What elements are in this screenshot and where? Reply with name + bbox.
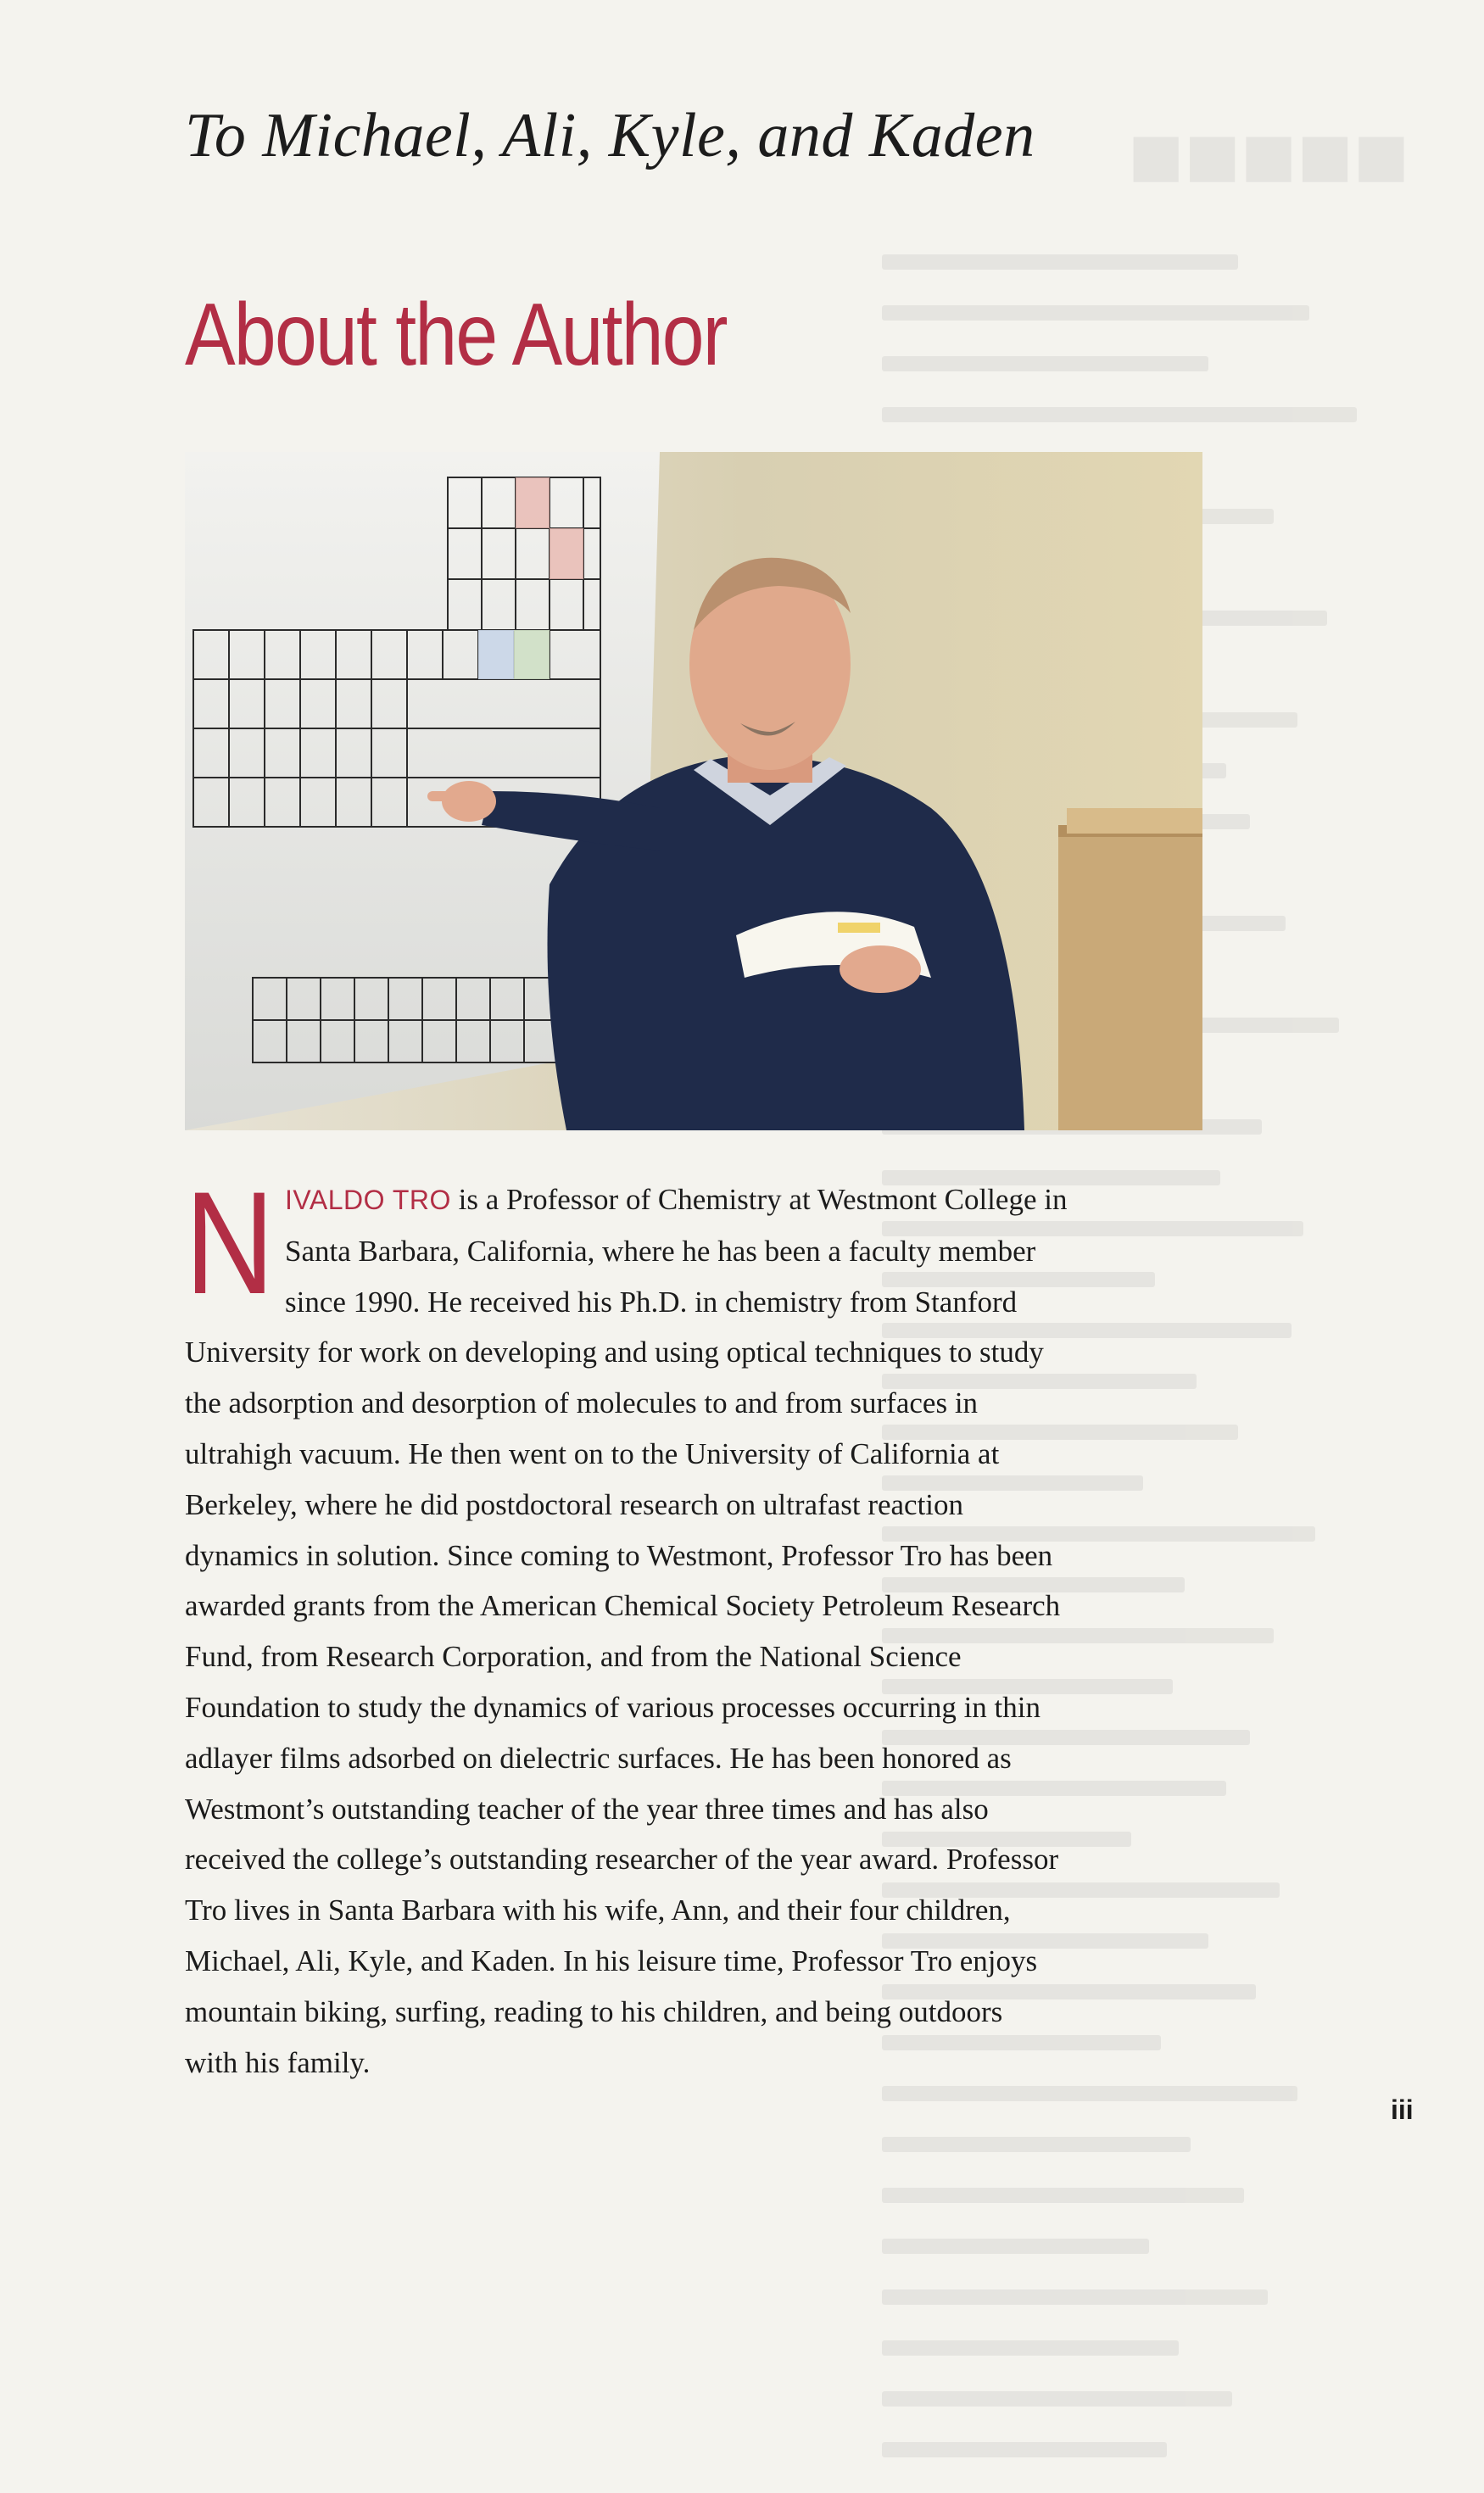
author-bio (185, 1162, 1202, 2088)
photo-icon (185, 452, 1202, 1130)
bio-line: mountain biking, surfing, reading to his children, and being outdoors (185, 1994, 1003, 2028)
bio-line: Berkeley, where he did postdoctoral research on ultrafast reaction (185, 1487, 964, 1521)
bio-line: ultrahigh vacuum. He then went on to the University of California at (185, 1436, 1000, 1470)
bio-line: Michael, Ali, Kyle, and Kaden. In his leisure time, Professor Tro enjoys (185, 1944, 1038, 1977)
bio-line: Fund, from Research Corporation, and from the National Science (185, 1640, 962, 1674)
bio-line: awarded grants from the American Chemical Society Petroleum Research (185, 1589, 1061, 1623)
bio-line: the adsorption and desorption of molecules to and from surfaces in (185, 1386, 979, 1420)
bio-line: adlayer films adsorbed on dielectric surfaces. He has been honored as (185, 1741, 1012, 1775)
bio-line-text: is a Professor of Chemistry at Westmont College in (450, 1183, 1068, 1216)
author-photo (185, 452, 1202, 1130)
bio-line: since 1990. He received his Ph.D. in chemistry from Stanford (285, 1285, 1018, 1319)
bio-line: Westmont’s outstanding teacher of the year three times and has also (185, 1792, 989, 1826)
dedication: To Michael, Ali, Kyle, and Kaden (185, 101, 1035, 170)
bio-line (185, 1174, 1202, 1226)
bio-line: University for work on developing and using optical techniques to study (185, 1336, 1044, 1369)
author-name: IVALDO TRO (285, 1185, 451, 1215)
drop-cap: N (185, 1162, 275, 1325)
bio-line: with his family. (185, 2045, 371, 2079)
bio-line: Tro lives in Santa Barbara with his wife, Ann, and their four children, (185, 1893, 1011, 1927)
bio-line: received the college’s outstanding researcher of the year award. Professor (185, 1843, 1059, 1877)
bio-line: dynamics in solution. Since coming to Westmont, Professor Tro has been (185, 1538, 1053, 1572)
bio-line: Foundation to study the dynamics of various processes occurring in thin (185, 1690, 1041, 1724)
bio-line: Santa Barbara, California, where he has been a faculty member (285, 1234, 1036, 1268)
page-number: iii (1391, 2094, 1414, 2125)
section-title: About the Author (185, 286, 727, 384)
show-through-heading: ■■■■■ (1128, 103, 1410, 208)
